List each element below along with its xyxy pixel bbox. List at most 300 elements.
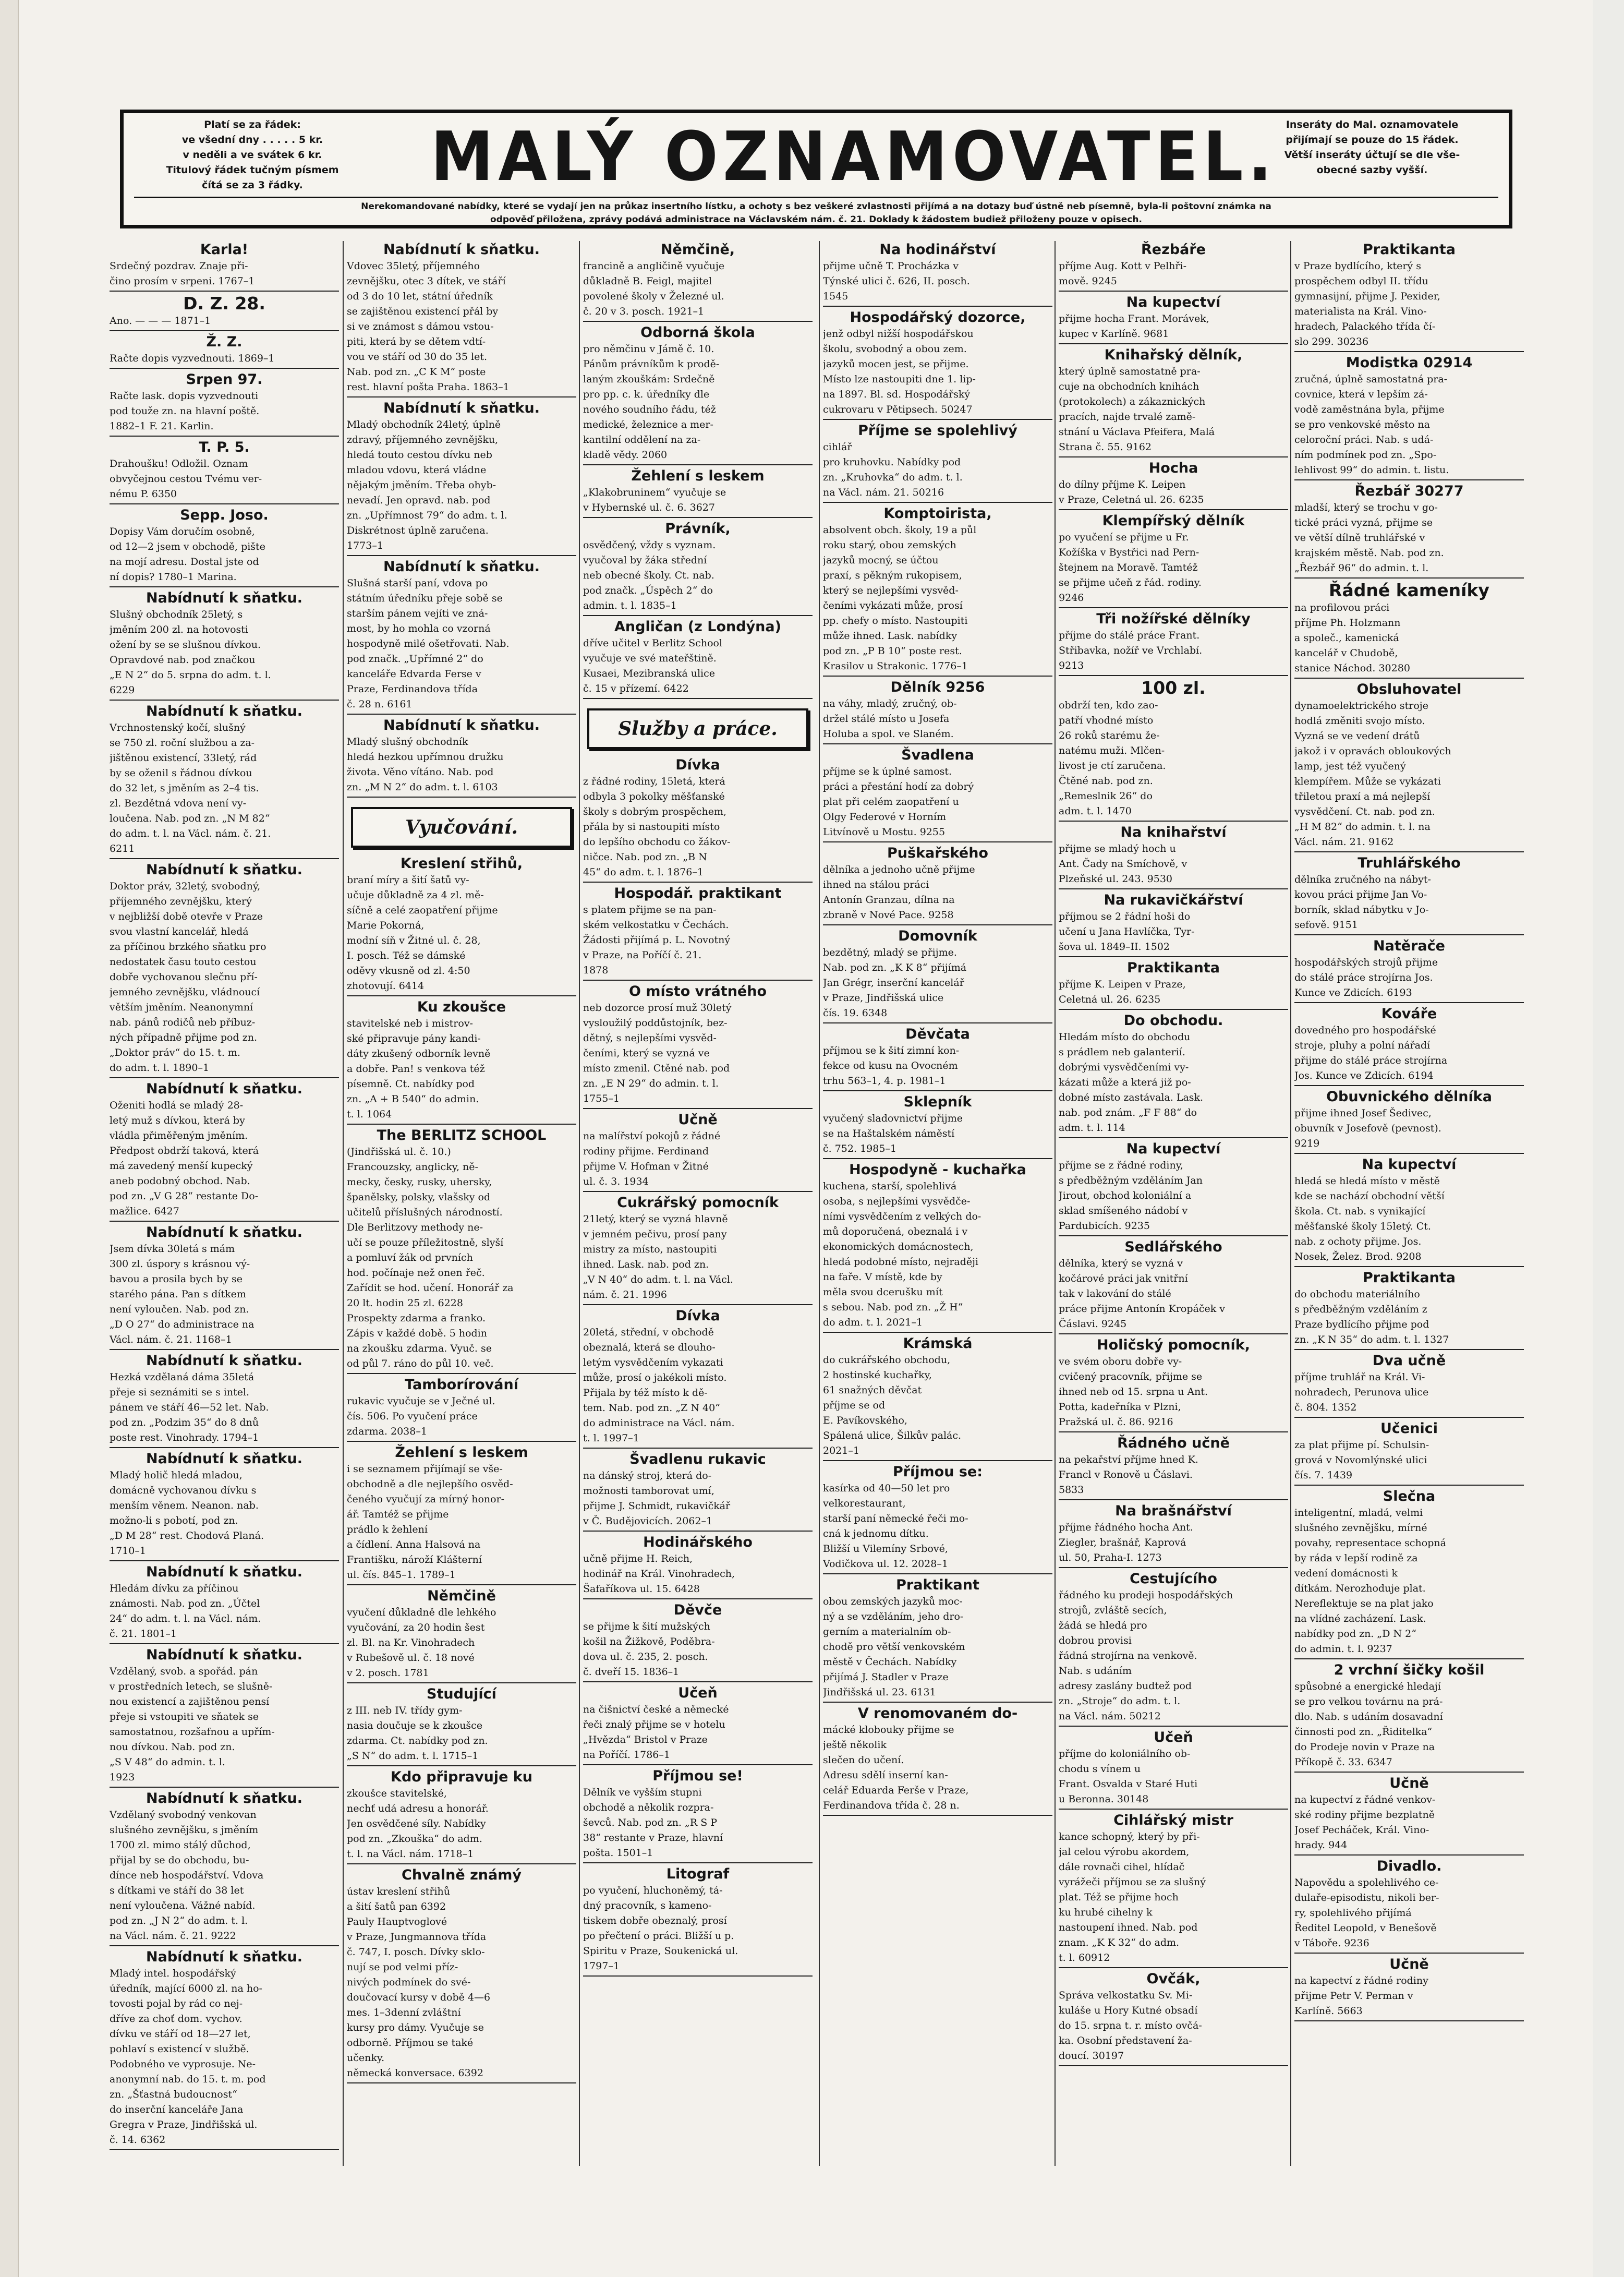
ad-text-line: Ferdinandova třída č. 28 n. [823,1800,960,1811]
classified-ad [583,467,813,518]
ad-divider [1294,1485,1524,1486]
inserts-line: Inseráty do Mal. oznamovatele [1286,119,1459,130]
ad-text-line: t. l. 1997–1 [583,1432,639,1444]
ad-text-line: kuláše u Hory Kutné obsadí [1059,2005,1198,2016]
ad-heading: Sedlářského [1124,1239,1222,1255]
ad-text-line: zn. „Kruhovka“ do adm. t. l. [823,472,963,483]
ad-text-line: kuchena, starší, spolehlivá [823,1180,957,1192]
ad-text-line: lehlivost 99“ do admin. t. listu. [1294,464,1449,476]
ad-heading: Příjmou se! [652,1768,743,1784]
classified-ad [347,1768,576,1864]
ad-heading: Ž. Z. [206,334,243,350]
ad-text-line: na kapectví z řádné rodiny [1294,1975,1428,1986]
classified-ad [110,589,339,701]
ad-text-line: 61 snažných děvčat [823,1384,922,1396]
classified-ad [1059,512,1288,608]
ad-text-line: Krasilov u Strakonic. 1776–1 [823,660,968,672]
ad-text-line: admin. t. l. 1835–1 [583,600,677,611]
ad-text-line: v Praze, Jungmannova třída [347,1931,487,1943]
ad-text-line: Hezká vzdělaná dáma 35letá [110,1371,254,1383]
ad-text-line: Račte dopis vyzvednouti. 1869–1 [110,353,275,364]
ad-text-line: pohlaví s existencí v službě. [110,2043,249,2055]
ad-heading: Řádné kameníky [1329,581,1489,600]
ad-text-line: znam. „K K 32“ do adm. [1059,1937,1180,1948]
ad-text-line: Vrchnostenský kočí, slušný [110,722,246,733]
ad-text-line: č. 28 n. 6161 [347,698,413,710]
ad-text-line: si ve známost s dámou vstou- [347,321,494,332]
ad-text-line: řádná strojírna na venkově. [1059,1650,1197,1661]
ad-text-line: ještě několik [823,1739,887,1751]
ad-text-line: aneb podobný obchod. Nab. [110,1175,250,1187]
ad-divider [110,1447,339,1448]
ad-text-line: Kusaei, Mezibranská ulice [583,668,715,679]
ad-heading: Učně [1389,1956,1429,1972]
ad-text-line: dobře vychovanou slečnu pří- [110,971,258,983]
ad-text-line: jal celou výrobu akordem, [1059,1846,1190,1858]
ad-text-line: vysvědčení. Ct. nab. pod zn. [1294,806,1435,817]
ad-heading: The BERLITZ SCHOOL [377,1127,547,1143]
classified-ad [347,1685,576,1766]
ad-text-line: Francouzsky, anglicky, ně- [347,1161,478,1173]
ad-divider [583,517,813,518]
classified-ad [347,855,576,996]
ad-text-line: 1882–1 F. 21. Karlin. [110,420,214,432]
ad-divider [823,1702,1052,1703]
classified-ad [583,1194,813,1305]
ad-text-line: se pro venkovské město na [1294,419,1430,430]
ad-text-line: bezdětný, mladý se přijme. [823,947,957,958]
ad-text-line: tiskem dobře obeznalý, prosí [583,1915,727,1926]
ad-heading: Puškařského [887,845,988,861]
ad-text-line: přála by si nastoupiti místo [583,821,720,833]
ad-text-line: obeznalá, která se dlouho- [583,1342,716,1353]
ad-text-line: jištěnou existencí, 33letý, rád [110,752,257,764]
ad-text-line: vysloužilý poddůstojník, bez- [583,1017,728,1029]
ad-text-line: Mladý holič hledá mladou, [110,1469,243,1481]
ad-text-line: zkoušce stavitelské, [347,1788,447,1799]
ad-text-line: čís. 19. 6348 [823,1007,888,1019]
ad-text-line: práci a přestání hodí za dobrý [823,781,974,792]
ad-heading: Žehlení s leskem [395,1444,528,1461]
ad-text-line: kladě vědy. 2060 [583,449,668,461]
ad-heading: Hospodář. praktikant [614,885,782,901]
ad-text-line: nému P. 6350 [110,488,177,500]
ad-text-line: 24“ do adm. t. l. na Václ. nám. [110,1613,261,1624]
ad-text-line: Doktor práv, 32letý, svobodný, [110,881,261,892]
ad-text-line: dulaře-episodistu, nikoli ber- [1294,1892,1439,1903]
inserts-line: obecné sazby vyšší. [1316,164,1428,176]
ad-divider [1294,1658,1524,1659]
ad-text-line: kde se nachází obchodní větší [1294,1190,1445,1202]
ad-text-line: kázati může a která již po- [1059,1077,1191,1088]
ad-text-line: Celetná ul. 26. 6235 [1059,994,1161,1005]
ad-divider [583,980,813,981]
ad-text-line: do 32 let, s jměním as 2–4 tis. [110,782,259,794]
ad-text-line: zhotovují. 6414 [347,980,425,992]
ad-heading: Na kupectví [1126,294,1221,310]
ad-text-line: Kunce ve Zdicích. 6193 [1294,987,1412,998]
ad-text-line: v Praze, Jindřišská ulice [823,992,944,1004]
ad-divider [347,555,576,556]
ad-divider [1294,1854,1524,1856]
ad-text-line: pp. chefy o místo. Nastoupiti [823,615,968,627]
ad-divider [583,464,813,465]
ad-text-line: může ihned. Lask. nabídky [823,630,958,642]
ad-text-line: Vzdělaný, svob. a spořád. pán [110,1666,258,1677]
ad-text-line: Slušná starší paní, vdova po [347,577,488,589]
ad-text-line: Jirout, obchod koloniální a [1059,1190,1192,1201]
ad-text-line: laným zkouškám: Srdečně [583,374,715,385]
ad-text-line: Přijala by též místo k dě- [583,1387,708,1399]
ad-text-line: 1755–1 [583,1093,620,1104]
ad-text-line: Hledám dívku za příčinou [110,1583,239,1594]
ad-heading: Nabídnutí k sňatku. [146,1647,302,1663]
ad-text-line: svou vlastní kancelář, hledá [110,926,249,937]
ad-text-line: ním podmínek pod zn. „Spo- [1294,449,1437,461]
ad-text-line: Mladý slušný obchodník [347,736,468,748]
ad-heading: Řádného učně [1117,1435,1230,1451]
ad-text-line: Frant. Osvalda v Staré Huti [1059,1778,1198,1790]
ad-text-line: písemně. Ct. nabídky pod [347,1078,475,1090]
classified-ad [823,1463,1052,1574]
ad-text-line: oděvy vkusně od zl. 4:50 [347,965,470,977]
ad-heading: Tamborírování [405,1377,518,1393]
ad-text-line: povahy, representace schopná [1294,1537,1446,1549]
classified-ad [1294,1088,1524,1154]
ad-text-line: nou dívkou. Nab. pod zn. [110,1741,235,1753]
ad-text-line: zn. „M N 2“ do adm. t. l. 6103 [347,781,498,793]
ad-text-line: v Rubešově ul. č. 18 nové [347,1652,475,1664]
ad-text-line: č. 747, I. posch. Dívky sklo- [347,1946,485,1958]
ad-text-line: Slušný obchodník 25letý, s [110,609,243,620]
ad-divider [583,882,813,883]
ad-text-line: vou ve stáří od 30 do 35 let. [347,351,488,363]
ad-text-line: zdravý, příjemného zevnějšku, [347,434,499,445]
ad-text-line: příjme Aug. Kott v Pelhři- [1059,260,1186,272]
ad-heading: Příjme se spolehlivý [858,423,1017,439]
ad-text-line: nedostatek času touto cestou [110,956,257,968]
ad-text-line: samostatnou, rozšafnou a upřím- [110,1726,275,1738]
ad-text-line: Střibavka, nožíř ve Vrchlabí. [1059,645,1203,656]
classified-ad [110,1080,339,1222]
ad-heading: Dělník 9256 [890,679,985,695]
ad-text-line: mladší, který se trochu v go- [1294,502,1438,513]
ad-heading: Angličan (z Londýna) [614,619,781,635]
ad-text-line: bavou a prosila bych by se [110,1273,243,1285]
ad-divider [347,396,576,397]
ad-text-line: pod touže zn. na hlavní poště. [110,405,260,417]
ad-text-line: ihned. Lask. nab. pod zn. [583,1259,709,1270]
ad-divider [1059,1235,1288,1236]
ad-text-line: dívku ve stáří od 18—27 let, [110,2028,251,2040]
ad-divider [1059,1726,1288,1727]
rates-line: Titulový řádek tučným písmem [166,164,339,176]
classified-ad [823,1093,1052,1159]
ad-text-line: neb obecné školy. Ct. nab. [583,570,714,581]
ad-heading: Němčině [427,1588,496,1604]
ad-text-line: nou existencí a zajištěnou pensí [110,1696,270,1707]
ad-text-line: učí se pouze příležitostně, slyší [347,1237,504,1248]
inserts-line: přijímají se pouze do 15 řádek. [1286,134,1459,146]
ad-text-line: hospodářských strojů přijme [1294,957,1438,968]
column-rule [1055,241,1056,2166]
ad-divider [347,1682,576,1683]
ad-heading: Nabídnutí k sňatku. [146,862,302,878]
ad-text-line: modní síň v Žitné ul. č. 28, [347,935,481,946]
ad-text-line: Spiritu v Praze, Soukenická ul. [583,1945,738,1957]
ad-heading: Knihařský dělník, [1104,347,1243,363]
ad-text-line: braní míry a šití šatů vy- [347,874,469,886]
ad-divider [823,502,1052,503]
ad-heading: Na brašnářství [1115,1503,1232,1519]
ad-text-line: s předběžným vzděláním Jan [1059,1175,1203,1186]
ad-text-line: nevadí. Jen opravd. nab. pod [347,495,491,506]
ad-text-line: ář. Tamtéž se přijme [347,1509,449,1520]
ad-divider [583,1191,813,1192]
ad-text-line: příjme se z řádné rodiny, [1059,1160,1183,1171]
ad-divider [347,797,576,798]
ad-text-line: pošta. 1501–1 [583,1847,653,1859]
ad-text-line: příjme K. Leipen v Praze, [1059,979,1186,990]
ad-divider [583,321,813,322]
ad-text-line: který úplně samostatně pra- [1059,366,1201,377]
classified-ad [347,1127,576,1374]
ad-divider [583,698,813,699]
ad-text-line: nabídky pod zn. „D N 2“ [1294,1628,1416,1640]
ad-text-line: školy s dobrým prospěchem, [583,806,726,817]
ad-divider [823,841,1052,842]
notice-line: odpověď přiložena, zprávy podává administrace na Václavském nám. č. 21. Doklady k žádostem budiež přiloženy pouze v opisech. [490,214,1142,225]
ad-divider [1059,675,1288,676]
ad-divider [1059,1499,1288,1500]
ad-heading: Kdo připravuje ku [391,1769,532,1785]
ad-divider [110,503,339,504]
ad-text-line: Týnské ulici č. 626, II. posch. [823,275,970,287]
ad-text-line: v Praze, na Poříčí č. 21. [583,949,702,961]
ad-heading: Slečna [1383,1488,1436,1504]
classified-ad [583,618,813,699]
ad-text-line: Šafaříkova ul. 15. 6428 [583,1583,700,1595]
ad-text-line: a čídlení. Anna Halsová na [347,1539,481,1550]
ad-text-line: 1773–1 [347,540,383,551]
ad-text-line: obchodně a dle nejlepšího osvěd- [347,1478,513,1490]
ad-text-line: materialista na Král. Vino- [1294,306,1427,317]
ad-divider [1059,291,1288,292]
ad-text-line: Předpost obdrží taková, která [110,1145,259,1156]
ad-text-line: Francl v Ronově u Čáslavi. [1059,1469,1193,1480]
classified-ad [583,1111,813,1192]
ad-text-line: dlo. Nab. s udáním dosavadní [1294,1711,1443,1722]
ad-text-line: příjme se k úplné samost. [823,766,952,777]
ad-text-line: do admin. t. l. 9237 [1294,1643,1392,1655]
ad-text-line: španělsky, polsky, vlašsky od [347,1191,491,1203]
ad-text-line: přijme hocha Frant. Morávek, [1059,313,1209,324]
ad-text-line: měšťanské školy 15letý. Ct. [1294,1221,1431,1232]
ad-heading: Na hodinářství [879,242,996,258]
classified-ad [1059,1012,1288,1138]
ad-text-line: plat při celém zaopatření u [823,796,959,808]
ad-text-line: celář Eduarda Ferše v Praze, [823,1785,969,1796]
ad-text-line: dětný, s nejlepšími vysvěd- [583,1032,717,1044]
ad-text-line: chodě pro větší venkovském [823,1641,965,1653]
ad-text-line: příjme do stálé práce Frant. [1059,630,1200,641]
ad-text-line: vodě zaměstnána byla, přijme [1294,404,1445,415]
ad-text-line: Olgy Federové v Horním [823,811,947,823]
ad-text-line: č. 14. 6362 [110,2134,166,2146]
ad-text-line: s předběžným vzděláním z [1294,1304,1427,1315]
ad-divider [1294,1002,1524,1003]
ad-text-line: s platem přijme se na pan- [583,904,717,915]
classified-ad [583,1534,813,1599]
ad-text-line: na váhy, mladý, zručný, ob- [823,698,957,709]
ad-text-line: škola. Ct. nab. s vynikající [1294,1206,1426,1217]
classified-ad [583,1767,813,1863]
ad-text-line: vládla přiměřeným jměním. [110,1130,248,1141]
classified-ad [1059,1812,1288,1968]
ad-text-line: poste rest. Vinohrady. 1794–1 [110,1432,259,1443]
classified-ad [347,1587,576,1683]
ad-text-line: do adm. t. l. 1890–1 [110,1062,210,1074]
ad-text-line: 5833 [1059,1484,1084,1496]
ad-divider [583,1975,813,1977]
classified-ad [1059,678,1288,822]
ad-text-line: dobrou provisi [1059,1635,1132,1646]
ad-text-line: rest. hlavní pošta Praha. 1863–1 [347,381,510,393]
ad-text-line: nab. z ochoty přijme. Jos. [1294,1236,1422,1247]
ad-text-line: po vyučení, hluchoněmý, tá- [583,1885,723,1896]
ad-text-line: Čáslavi. 9245 [1059,1318,1127,1330]
ad-text-line: spůsobné a energické hledají [1294,1681,1441,1692]
ad-text-line: mistry za místo, nastoupiti [583,1244,717,1255]
inserts-line: Větší inseráty účtují se dle vše- [1284,149,1460,161]
ad-text-line: na Václ. nám. 50212 [1059,1710,1161,1722]
ad-heading: Odborná škola [640,324,755,341]
ad-text-line: starším pánem vejíti ve zná- [347,608,488,619]
classified-ad [110,1646,339,1788]
classified-ad [1059,1570,1288,1727]
ad-text-line: Jan Grégr, inserční kancelář [823,977,964,989]
ad-text-line: osvědčený, vždy s vyznam. [583,539,716,551]
ad-text-line: obchodě a několik rozpra- [583,1802,714,1813]
ad-divider [1059,888,1288,889]
classified-ad [347,241,576,397]
classified-ad [583,1865,813,1977]
ad-heading: Právník, [665,521,731,537]
ad-text-line: dělníka zručného na nábyt- [1294,874,1431,885]
ad-text-line: ka. Osobní představení ža- [1059,2035,1192,2046]
ad-text-line: přijme Petr V. Perman v [1294,1990,1413,2002]
ad-text-line: č. 20 v 3. posch. 1921–1 [583,306,705,317]
ad-text-line: učuje důkladně za 4 zl. mě- [347,889,484,901]
ad-text-line: Vdovec 35letý, příjemného [347,260,480,272]
ad-divider [1294,1417,1524,1418]
ad-divider [1294,1266,1524,1267]
ad-heading: Dívka [675,757,720,773]
ad-text-line: Opravdové nab. pod značkou [110,654,256,666]
classified-ad [583,1307,813,1449]
ad-text-line: ku hrubé cihelny k [1059,1907,1153,1918]
ad-text-line: hod. počínaje než onen řeč. [347,1267,485,1279]
inserts-box [1242,117,1502,196]
ad-text-line: cvičený pracovník, přijme se [1059,1371,1203,1382]
ad-text-line: tem. Nab. pod zn. „Z N 40“ [583,1402,720,1414]
ad-text-line: č. 21. 1801–1 [110,1628,177,1640]
ad-text-line: chodu s vínem u [1059,1763,1141,1775]
ad-divider [823,924,1052,925]
ad-heading: Němčině, [660,242,735,258]
ad-text-line: menším věnem. Neanon. nab. [110,1500,259,1511]
notice-line: Nerekomandované nabídky, které se vydají jen na průkaz insertního lístku, a ochoty s bez veškeré zvlastnosti přijímá a na dotazy buď ústně neb písemně, byla-li poštovní známka na [361,201,1271,212]
classified-ad [1294,581,1524,679]
ad-text-line: ihned neb od 15. srpna u Ant. [1059,1386,1208,1397]
ad-text-line: Pardubicích. 9235 [1059,1220,1150,1232]
ad-text-line: pod zn. „P B 10“ poste rest. [823,645,962,657]
ad-text-line: možno-li s pobotí, pod zn. [110,1515,238,1526]
section-heading: Vyučování. [351,807,572,848]
ad-text-line: Příkopě č. 33. 6347 [1294,1756,1392,1768]
ad-text-line: gymnasijní, přijme J. Pexider, [1294,291,1440,302]
classified-ad [347,1444,576,1585]
ad-text-line: pro kruhovku. Nabídky pod [823,456,961,468]
ad-text-line: dáty zkušený odborník levně [347,1048,491,1059]
classified-ad [583,520,813,616]
classified-ad [110,703,339,859]
ad-text-line: vyučování, za 20 hodin šest [347,1622,485,1633]
ad-divider [1059,456,1288,457]
ad-text-line: učenky. [347,2052,385,2064]
ad-text-line: obvyčejnou cestou Tvému ver- [110,473,262,485]
ad-text-line: učně přijme H. Reich, [583,1553,693,1564]
classified-ad [110,861,339,1078]
ad-text-line: přijme J. Schmidt, rukavičkář [583,1500,731,1512]
ad-text-line: do lepšího obchodu co žákov- [583,836,731,848]
ad-text-line: do inserční kanceláře Jana [110,2104,244,2115]
classified-ad [823,746,1052,842]
ad-text-line: zl. Bl. na Kr. Vinohradech [347,1637,475,1648]
classified-ad [110,507,339,587]
ad-text-line: Dopisy Vám doručím osobně, [110,526,255,537]
ad-text-line: pánem ve stáří 46—52 let. Nab. [110,1402,269,1413]
ad-heading: Klempířský dělník [1102,513,1245,529]
ad-divider [1294,1085,1524,1086]
ad-text-line: přijme učně T. Procházka v [823,260,959,272]
ad-text-line: hledá se hledá místo v městě [1294,1175,1440,1187]
ad-divider [110,1787,339,1788]
ad-divider [1059,509,1288,510]
ad-text-line: ničce. Nab. pod zn. „B N [583,851,707,863]
ad-heading: Cestujícího [1130,1571,1217,1587]
ad-divider [1059,2065,1288,2066]
ad-text-line: čís. 506. Po vyučení práce [347,1411,478,1422]
ad-text-line: nastoupení ihned. Nab. pod [1059,1922,1198,1933]
ad-divider [583,1862,813,1863]
ad-text-line: žádá se hledá pro [1059,1620,1147,1631]
ad-text-line: zdarma. Ct. nabídky pod zn. [347,1735,488,1746]
classified-ad [1294,1156,1524,1267]
ad-text-line: sklad smíšeného nádobí v [1059,1205,1188,1216]
classified-ad [583,885,813,981]
ad-text-line: mes. 1–3denní zvláštní [347,2007,461,2018]
ad-text-line: „S V 48“ do admin. t. l. [110,1756,225,1768]
ad-text-line: Strana č. 55. 9162 [1059,441,1152,453]
ad-text-line: možnosti tamborovat umí, [583,1485,714,1497]
ad-text-line: č. 15 v přízemí. 6422 [583,683,689,694]
ad-divider [347,1584,576,1585]
ad-text-line: prospěchem odbyl II. třídu [1294,275,1428,287]
ad-text-line: ve svém oboru dobře vy- [1059,1356,1182,1367]
ad-text-line: dělníka a jednoho učně přijme [823,864,975,875]
ad-text-line: zn. „Upřímnost 79“ do adm. t. l. [347,510,507,521]
